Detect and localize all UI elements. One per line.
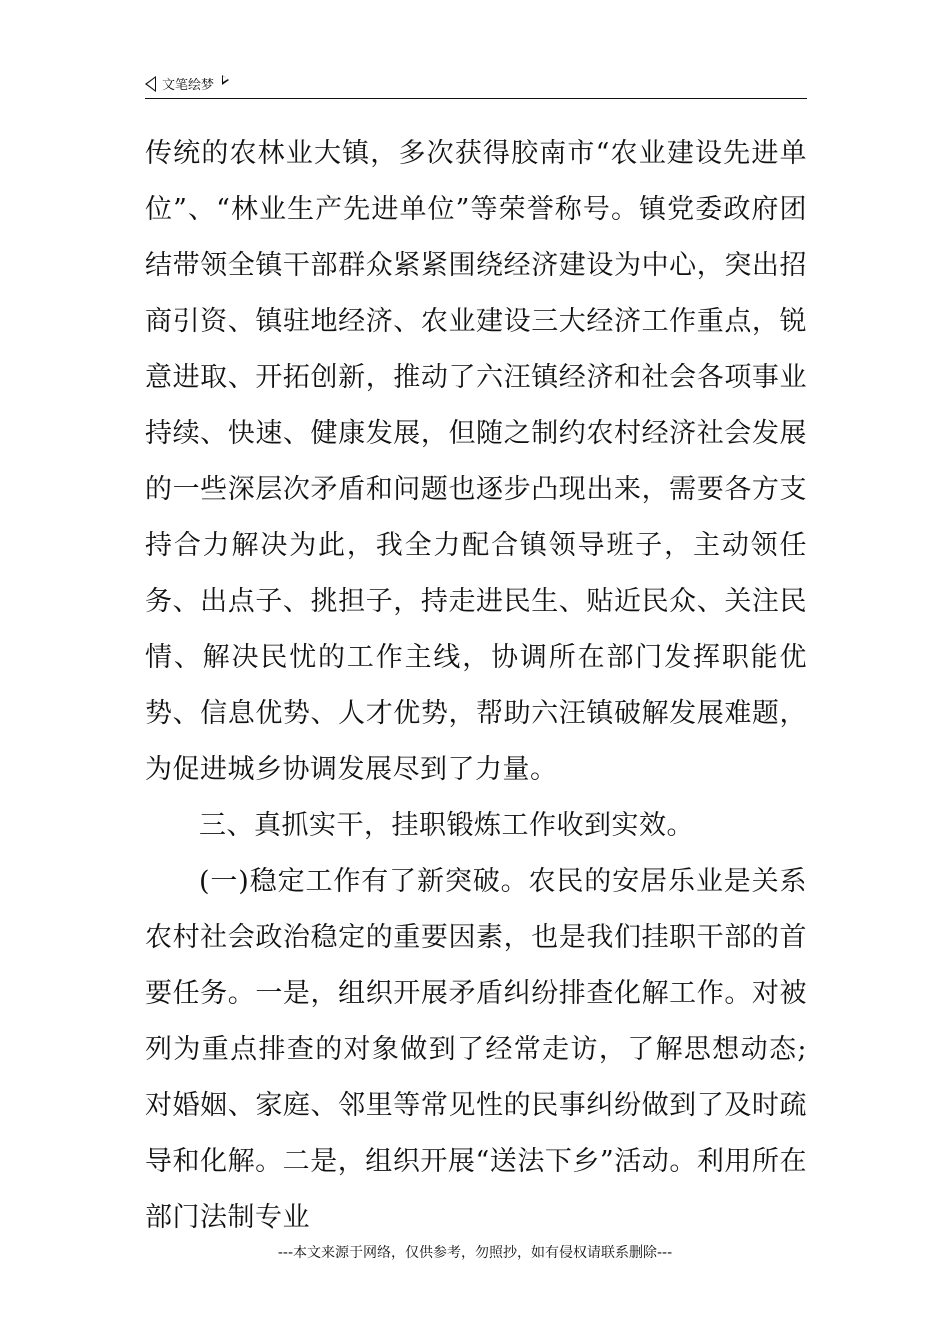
page-header bbox=[145, 72, 807, 99]
page-footer: ---本文来源于网络，仅供参考，勿照抄，如有侵权请联系删除--- bbox=[277, 1245, 673, 1261]
right-triangle-icon bbox=[222, 75, 229, 85]
document-body bbox=[145, 126, 807, 1246]
section-heading: 三、真抓实干，挂职锻炼工作收到实效。 bbox=[199, 810, 694, 841]
header-brand-text: 文笔绘梦 bbox=[162, 78, 215, 93]
left-triangle-icon bbox=[145, 76, 156, 92]
paragraph-stability: (一)稳定工作有了新突破。农民的安居乐业是关系农村社会政治稳定的重要因素，也是我们挂职干部的首要任务。一是，组织开展矛盾纠纷排查化解工作。对被列为重点排查的对象做到了经常走访，了解思想动态;对婚姻、家庭、邻里等常见性的民事纠纷做到了及时疏导和化解。二是，组织开展“送法下乡”活动。利用所在部门法制专业 bbox=[145, 866, 807, 1233]
paragraph-continuation: 传统的农林业大镇，多次获得胶南市“农业建设先进单位”、“林业生产先进单位”等荣誉称号。镇党委政府团结带领全镇干部群众紧紧围绕经济建设为中心，突出招商引资、镇驻地经济、农业建设三大经济工作重点，锐意进取、开拓创新，推动了六汪镇经济和社会各项事业持续、快速、健康发展，但随之制约农村经济社会发展的一些深层次矛盾和问题也逐步凸现出来，需要各方支持合力解决为此，我全力配合镇领导班子，主动领任务、出点子、挑担子，持走进民生、贴近民众、关注民情、解决民忧的工作主线，协调所在部门发挥职能优势、信息优势、人才优势，帮助六汪镇破解发展难题，为促进城乡协调发展尽到了力量。 bbox=[145, 138, 807, 785]
header-brand bbox=[145, 74, 229, 93]
